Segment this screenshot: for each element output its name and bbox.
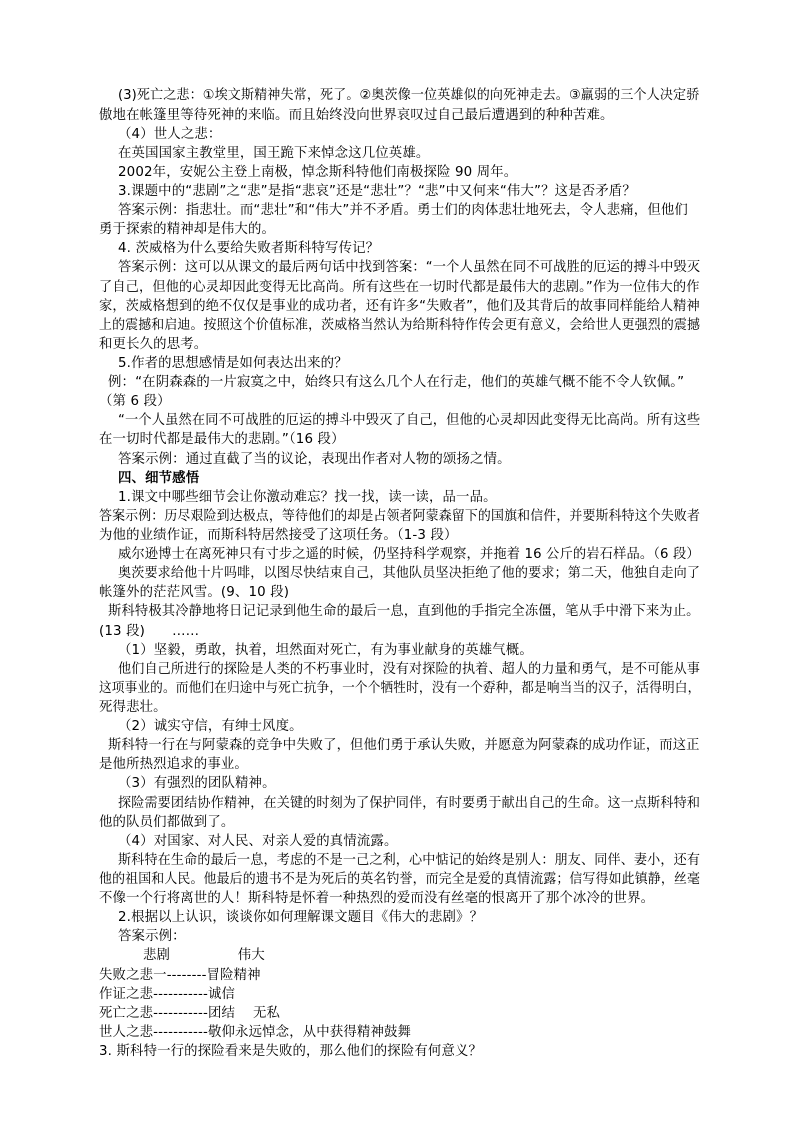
text-line: 世人之悲-----------敬仰永远悼念，从中获得精神鼓舞 xyxy=(99,1025,412,1040)
text-line: 上的震撼和启迪。按照这个价值标准，茨威格当然认为给斯科特作传会更有意义，会给世人更强烈的震撼 xyxy=(99,318,701,333)
text-line: (13 段) …… xyxy=(99,624,200,639)
text-line: (3)死亡之悲：①埃文斯精神失常，死了。②奥茨像一位英雄似的向死神走去。③羸弱的三个人决定骄 xyxy=(118,88,700,103)
text-line: 他的队员们都做到了。 xyxy=(99,815,235,830)
text-line: 2.根据以上认识，谈谈你如何理解课文题目《伟大的悲剧》？ xyxy=(118,910,484,925)
text-line: 探险需要团结协作精神，在关键的时刻为了保护同伴，有时要勇于献出自己的生命。这一点斯科特和 xyxy=(118,796,701,811)
text-line: 答案示例：指悲壮。而“悲壮”和“伟大”并不矛盾。勇士们的肉体悲壮地死去，令人悲痛，但他们 xyxy=(118,203,688,218)
text-line: 1.课文中哪些细节会让你激动难忘？找一找，读一读，品一品。 xyxy=(118,490,497,505)
text-line: 为他的业绩作证，而斯科特居然接受了这项任务。（1-3 段） xyxy=(99,528,458,543)
text-line: 例：“在阴森森的一片寂寞之中，始终只有这么几个人在行走，他们的英雄气概不能不令人钦佩。” xyxy=(108,375,685,390)
text-line: （4）世人之悲： xyxy=(118,127,222,142)
text-line: 奥茨要求给他十片吗啡，以图尽快结束自己，其他队员坚决拒绝了他的要求；第二天，他独自走向了 xyxy=(118,566,701,581)
text-line: 是他所热烈追求的事业。 xyxy=(99,757,248,772)
text-line: 他的祖国和人民。他最后的遗书不是为死后的英名钓誉，而完全是爱的真情流露；信写得如此镇静，丝毫 xyxy=(99,872,701,887)
text-line: 斯科特一行在与阿蒙森的竞争中失败了，但他们勇于承认失败，并愿意为阿蒙森的成功作证，而这正 xyxy=(108,738,700,753)
text-line: 帐篷外的茫茫风雪。(9、10 段) xyxy=(99,585,290,600)
text-line: 傲地在帐篷里等待死神的来临。而且始终没向世界哀叹过自己最后遭遇到的种种苦难。 xyxy=(99,108,614,123)
text-line: （第 6 段） xyxy=(99,394,171,409)
section-heading: 四、细节感悟 xyxy=(118,471,200,486)
text-line: 这项事业的。而他们在归途中与死亡抗争，一个个牺牲时，没有一个孬种，都是响当当的汉子，活得明白， xyxy=(99,681,701,696)
text-line: 家，茨威格想到的绝不仅仅是事业的成功者，还有许多“失败者”，他们及其背后的故事同样能给人精神 xyxy=(99,299,700,314)
text-line: 答案示例：历尽艰险到达极点，等待他们的却是占领者阿蒙森留下的国旗和信件，并要斯科特这个失败者 xyxy=(99,509,701,524)
text-line: 在一切时代都是最伟大的悲剧。”（16 段） xyxy=(99,432,345,447)
text-line: 答案示例：通过直截了当的议论，表现出作者对人物的颂扬之情。 xyxy=(118,452,511,467)
text-line: 他们自己所进行的探险是人类的不朽事业时，没有对探险的执着、超人的力量和勇气，是不可能从事 xyxy=(118,662,701,677)
text-line: 斯科特在生命的最后一息，考虑的不是一己之利，心中惦记的始终是别人：朋友、同伴、妻小，还有 xyxy=(118,853,701,868)
text-line: 3. 斯科特一行的探险看来是失败的，那么他们的探险有何意义？ xyxy=(99,1044,483,1059)
text-line: 和更长久的思考。 xyxy=(99,337,208,352)
text-line: 悲剧 伟大 xyxy=(143,948,265,963)
text-line: 了自己，但他的心灵却因此变得无比高尚。所有这些在一切时代都是最伟大的悲剧。”作为一位伟大的作 xyxy=(99,280,700,295)
text-line: 3.课题中的“悲剧”之“悲”是指“悲哀”还是“悲壮”？“悲”中又何来“伟大”？这是否矛盾？ xyxy=(118,184,636,199)
text-line: 2002年，安妮公主登上南极，悼念斯科特他们南极探险 90 周年。 xyxy=(118,165,518,180)
text-line: “一个人虽然在同不可战胜的厄运的搏斗中毁灭了自己，但他的心灵却因此变得无比高尚。所有这些 xyxy=(118,413,701,428)
text-line: （1）坚毅，勇敢，执着，坦然面对死亡，有为事业献身的英雄气概。 xyxy=(118,643,533,658)
text-line: 失败之悲一--------冒险精神 xyxy=(99,968,261,983)
text-line: 5.作者的思想感情是如何表达出来的？ xyxy=(118,356,348,371)
text-line: （3）有强烈的团队精神。 xyxy=(118,776,276,791)
text-line: （4）对国家、对人民、对亲人爱的真情流露。 xyxy=(118,834,398,849)
text-line: 在英国国家主教堂里，国王跪下来悼念这几位英雄。 xyxy=(118,146,430,161)
text-line: 4. 茨威格为什么要给失败者斯科特写传记？ xyxy=(118,241,380,256)
text-line: 不像一个行将离世的人！斯科特是怀着一种热烈的爱而没有丝毫的恨离开了那个冰冷的世界。 xyxy=(99,891,655,906)
text-line: （2）诚实守信，有绅士风度。 xyxy=(118,719,303,734)
text-line: 答案示例：这可以从课文的最后两句话中找到答案：“一个人虽然在同不可战胜的厄运的搏斗中毁灭 xyxy=(118,260,701,275)
text-line: 威尔逊博士在离死神只有寸步之遥的时候，仍坚持科学观察，并拖着 16 公斤的岩石样品。（6 段） xyxy=(118,547,700,562)
text-line: 死得悲壮。 xyxy=(99,700,167,715)
text-line: 斯科特极其冷静地将日记记录到他生命的最后一息，直到他的手指完全冻僵，笔从手中滑下来为止。 xyxy=(108,604,700,619)
text-line: 答案示例： xyxy=(118,929,186,944)
text-line: 死亡之悲-----------团结 无私 xyxy=(99,1006,281,1021)
text-line: 勇于探索的精神却是伟大的。 xyxy=(99,222,276,237)
text-line: 作证之悲-----------诚信 xyxy=(99,987,236,1002)
